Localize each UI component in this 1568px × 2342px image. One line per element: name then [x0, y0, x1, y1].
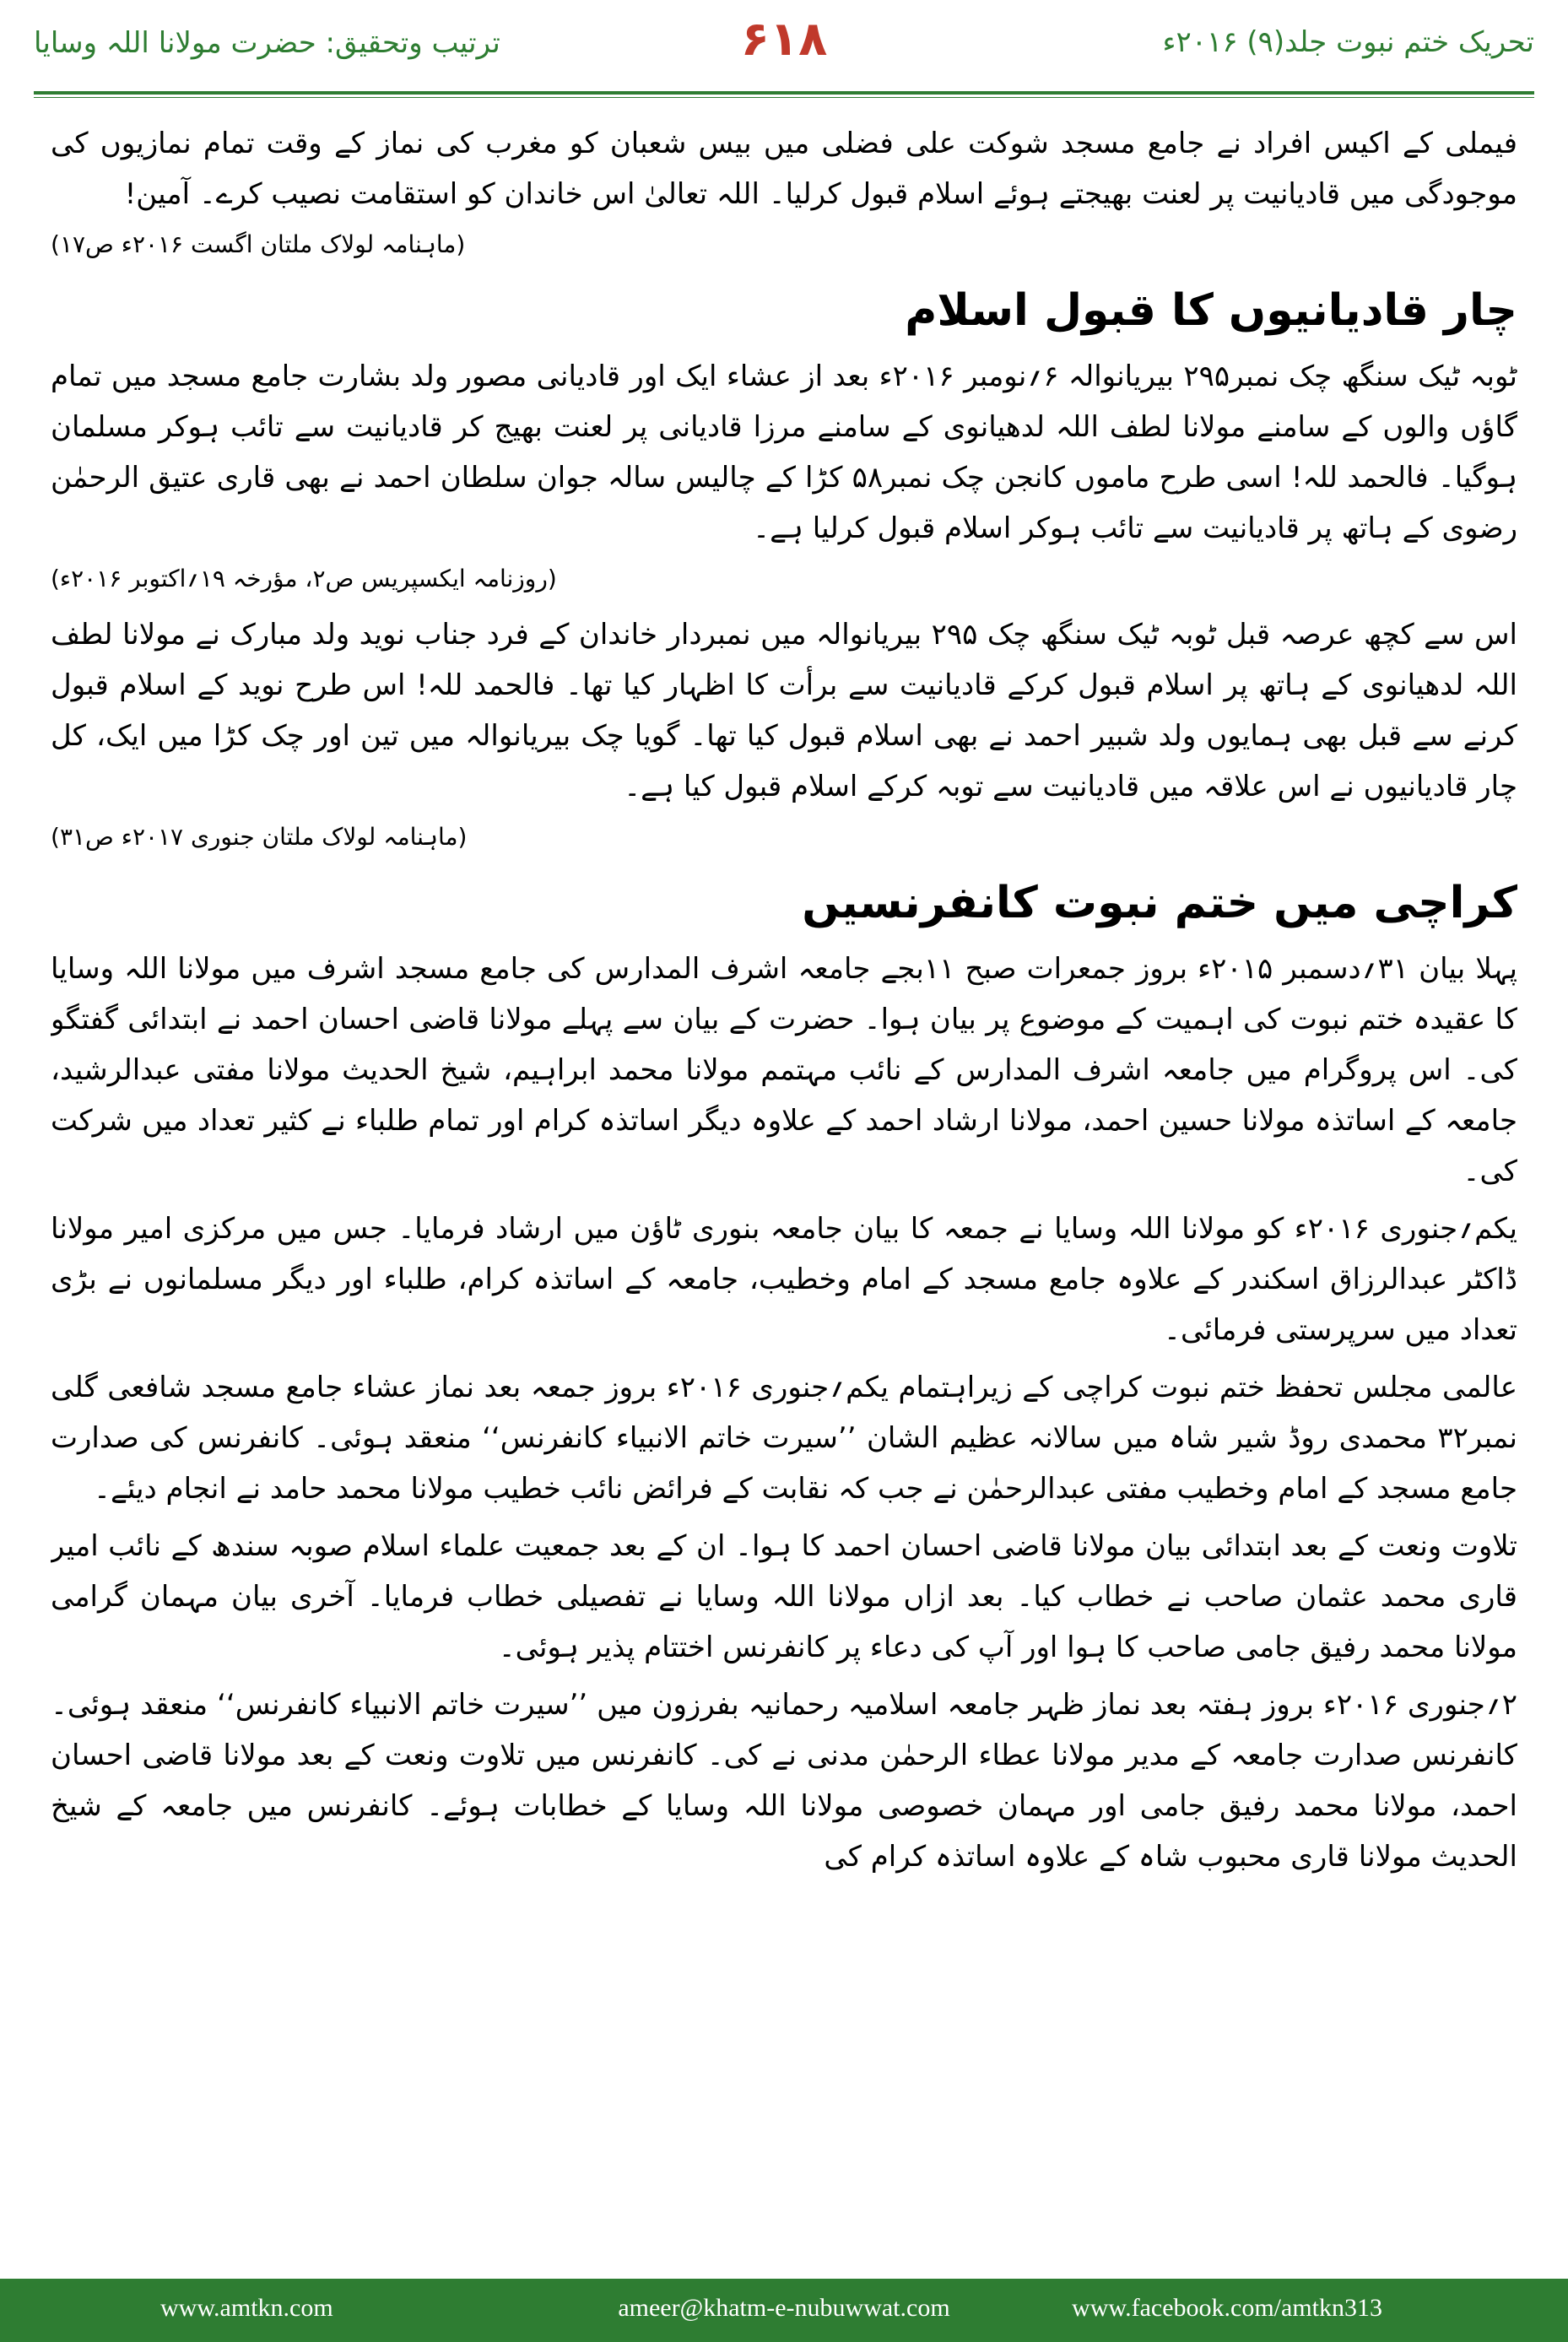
paragraph: یکم؍جنوری ۲۰۱۶ء کو مولانا اللہ وسایا نے جمعہ کا بیان جامعہ بنوری ٹاؤن میں ارشاد فرمایا۔ جس میں مرکزی امیر مولانا ڈاکٹر عبدالرزاق اسکندر کے علاوہ جامع مسجد کے امام وخطیب، جامعہ کے اساتذہ کرام، طلباء اور دیگر مسلمانوں نے بڑی تعداد میں سرپرستی فرمائی۔	[51, 1212, 1517, 1347]
paragraph: عالمی مجلس تحفظ ختم نبوت کراچی کے زیراہتمام یکم؍جنوری ۲۰۱۶ء بروز جمعہ بعد نماز عشاء جامع مسجد شافعی گلی نمبر۳۲ محمدی روڈ شیر شاہ میں سالانہ عظیم الشان ’’سیرت خاتم الانبیاء کانفرنس‘‘ منعقد ہوئی۔ کانفرنس کی صدارت جامع مسجد کے امام وخطیب مفتی عبدالرحمٰن نے جب کہ نقابت کے فرائض نائب خطیب مولانا محمد حامد نے انجام دیئے۔	[51, 1371, 1517, 1506]
paragraph: اس سے کچھ عرصہ قبل ٹوبہ ٹیک سنگھ چک ۲۹۵ بیریانوالہ میں نمبردار خاندان کے فرد جناب نوید ولد مبارک نے مولانا لطف اللہ لدھیانوی کے ہاتھ پر اسلام قبول کرکے قادیانیت سے برأت کا اظہار کیا تھا۔ فالحمد للہ! اس طرح نوید کے اسلام قبول کرنے سے قبل بھی ہمایوں ولد شبیر احمد نے بھی اسلام قبول کیا تھا۔ گویا چک بیریانوالہ میں تین اور چک کڑا میں ایک، کل چار قادیانیوں نے اس علاقہ میں قادیانیت سے توبہ کرکے اسلام قبول کیا ہے۔	[51, 618, 1517, 803]
header-book-title: تحریک ختم نبوت جلد(۹) ۲۰۱۶ء	[1162, 25, 1534, 59]
header-rule	[34, 91, 1534, 95]
footer-facebook-link[interactable]: www.facebook.com/amtkn313	[1072, 2294, 1382, 2322]
citation: (ماہنامہ لولاک ملتان جنوری ۲۰۱۷ء ص۳۱)	[51, 823, 468, 851]
paragraph: ٹوبہ ٹیک سنگھ چک نمبر۲۹۵ بیریانوالہ ۶؍نومبر ۲۰۱۶ء بعد از عشاء ایک اور قادیانی مصور ولد بشارت جامع مسجد میں تمام گاؤں والوں کے سامنے مولانا لطف اللہ لدھیانوی کے سامنے مرزا قادیانی پر لعنت بھیج کر قادیانیت سے تائب ہوکر مسلمان ہوگیا۔ فالحمد للہ! اسی طرح ماموں کانجن چک نمبر۵۸ کڑا کے چالیس سالہ جوان سلطان احمد نے بھی قاری عتیق الرحمٰن رضوی کے ہاتھ پر قادیانیت سے تائب ہوکر اسلام قبول کرلیا ہے۔	[51, 360, 1517, 545]
paragraph: پہلا بیان ۳۱؍دسمبر ۲۰۱۵ء بروز جمعرات صبح ۱۱بجے جامعہ اشرف المدارس کی جامع مسجد اشرف میں مولانا اللہ وسایا کا عقیدہ ختم نبوت کی اہمیت کے موضوع پر بیان ہوا۔ حضرت کے بیان سے پہلے مولانا قاضی احسان احمد نے ابتدائی گفتگو کی۔ اس پروگرام میں جامعہ اشرف المدارس کے نائب مہتمم مولانا محمد ابراہیم، شیخ الحدیث مولانا مفتی عبدالرشید، جامعہ کے اساتذہ مولانا حسین احمد، مولانا ارشاد احمد کے علاوہ دیگر اساتذہ کرام اور تمام طلباء نے کثیر تعداد میں شرکت کی۔	[51, 952, 1517, 1188]
citation: (ماہنامہ لولاک ملتان اگست ۲۰۱۶ء ص۱۷)	[51, 230, 466, 258]
page-footer	[0, 2279, 1568, 2342]
paragraph: ۲؍جنوری ۲۰۱۶ء بروز ہفتہ بعد نماز ظہر جامعہ اسلامیہ رحمانیہ بفرزون میں ’’سیرت خاتم الانبیاء کانفرنس‘‘ منعقد ہوئی۔ کانفرنس صدارت جامعہ کے مدیر مولانا عطاء الرحمٰن مدنی نے کی۔ کانفرنس میں تلاوت ونعت کے بعد مولانا قاضی احسان احمد، مولانا محمد رفیق جامی اور مہمان خصوصی مولانا اللہ وسایا کے خطابات ہوئے۔ کانفرنس میں جامعہ کے شیخ الحدیث مولانا قاری محبوب شاہ کے علاوہ اساتذہ کرام کی	[51, 1688, 1517, 1874]
citation: (روزنامہ ایکسپریس ص۲، مؤرخہ ۱۹؍اکتوبر ۲۰۱۶ء)	[51, 565, 557, 592]
header-rule-thin	[34, 97, 1534, 98]
section-heading: کراچی میں ختم نبوت کانفرنسیں	[802, 878, 1517, 928]
page-body	[51, 118, 1517, 2262]
page-header	[0, 0, 1568, 105]
header-compiler: ترتیب وتحقیق: حضرت مولانا اللہ وسایا	[34, 26, 500, 60]
page-number: ۶۱۸	[740, 12, 828, 67]
section-heading: چار قادیانیوں کا قبول اسلام	[905, 285, 1517, 336]
paragraph: تلاوت ونعت کے بعد ابتدائی بیان مولانا قاضی احسان احمد کا ہوا۔ ان کے بعد جمعیت علماء اسلام صوبہ سندھ کے نائب امیر قاری محمد عثمان صاحب نے خطاب کیا۔ بعد ازاں مولانا اللہ وسایا نے تفصیلی خطاب فرمایا۔ آخری بیان مہمان گرامی مولانا محمد رفیق جامی صاحب کا ہوا اور آپ کی دعاء پر کانفرنس اختتام پذیر ہوئی۔	[51, 1529, 1517, 1664]
footer-website-link[interactable]: www.amtkn.com	[160, 2294, 333, 2322]
paragraph: فیملی کے اکیس افراد نے جامع مسجد شوکت علی فضلی میں بیس شعبان کو مغرب کی نماز کے وقت تمام نمازیوں کی موجودگی میں قادیانیت پر لعنت بھیجتے ہوئے اسلام قبول کرلیا۔ اللہ تعالیٰ اس خاندان کو استقامت نصیب کرے۔ آمین!	[51, 127, 1517, 211]
footer-email-link[interactable]: ameer@khatm-e-nubuwwat.com	[618, 2294, 950, 2322]
